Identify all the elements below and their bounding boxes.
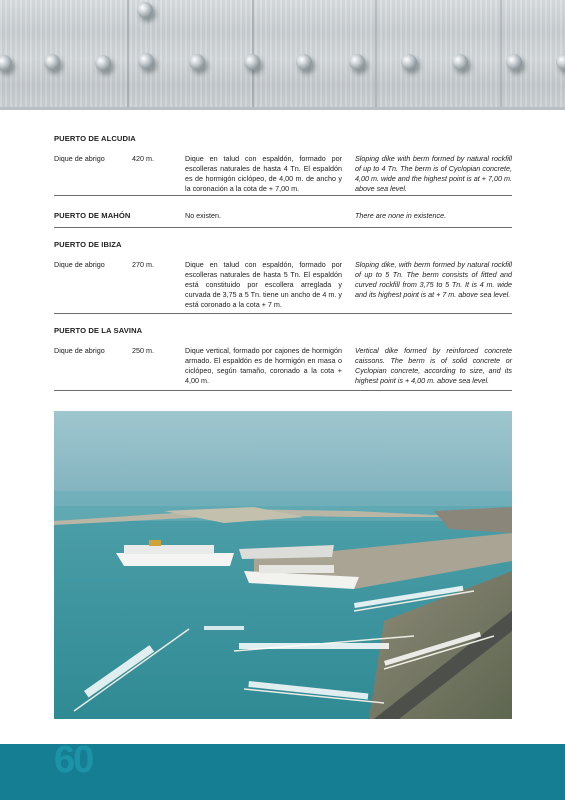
divider (54, 390, 512, 391)
rivet-icon (244, 54, 260, 70)
description-es: Dique en talud con espaldón, formado por escolleras naturales de hasta 4 Tn. El espaldón es de hormigón ciclópeo, de 4,00 m. de ancho y la coronación a la cota de + 7,00 m. (185, 154, 342, 193)
port-title-ibiza: PUERTO DE IBIZA (54, 240, 122, 249)
description-en: There are none in existence. (355, 211, 447, 220)
dike-type: Dique de abrigo (54, 154, 105, 163)
dike-length: 270 m. (132, 260, 154, 269)
page-number: 60 (54, 739, 93, 781)
divider (54, 195, 512, 196)
description-en: Sloping dike, with berm formed by natural rockfill of up to 5 Tn. The berm consists of fitted and curved rockfill from 3,75 to 5 Tn. It is 4 m. wide and its highest point is at + 7 m. above sea level. (355, 260, 512, 299)
divider (54, 313, 512, 314)
port-title-alcudia: PUERTO DE ALCUDIA (54, 134, 136, 143)
port-title-mahon: PUERTO DE MAHÓN (54, 211, 131, 220)
panel-seam (375, 0, 377, 107)
rivet-icon (349, 54, 365, 70)
rivet-icon (0, 55, 12, 71)
dike-type: Dique de abrigo (54, 346, 105, 355)
dike-length: 250 m. (132, 346, 154, 355)
description-en: Vertical dike formed by reinforced concrete caissons. The berm is of solid concrete or Cyclopian concrete, according to size, and its highest point is + 4,00 m. above sea level. (355, 346, 512, 385)
rivet-icon (401, 54, 417, 70)
rivet-icon (138, 53, 154, 69)
riveted-metal-header (0, 0, 565, 110)
panel-seam (500, 0, 502, 107)
rivet-icon (95, 55, 111, 71)
rivet-icon (452, 54, 468, 70)
dike-length: 420 m. (132, 154, 154, 163)
dike-type: Dique de abrigo (54, 260, 105, 269)
rivet-icon (189, 54, 205, 70)
rivet-icon (296, 54, 312, 70)
panel-seam (127, 0, 129, 107)
port-title-savina: PUERTO DE LA SAVINA (54, 326, 143, 335)
rivet-icon (137, 2, 153, 18)
description-es: Dique vertical, formado por cajones de hormigón armado. El espaldón es de hormigón en masa o ciclópeo, según tamaño, coronado a la cota + 4,00 m. (185, 346, 342, 385)
rivet-icon (556, 54, 565, 70)
rivet-icon (506, 54, 522, 70)
rivet-icon (44, 54, 60, 70)
description-es: Dique en talud con espaldón, formado por escolleras naturales de hasta 5 Tn. El espaldón está constituido por escollera arreglada y curvada de 3,75 a 5 Tn. tiene un ancho de 4 m. y está coronado a la cota + 7 m. (185, 260, 342, 309)
description-en: Sloping dike with berm formed by natural rockfill of up to 4 Tn. The berm is of Cyclopian concrete, 4,00 m. wide and the highest point is at + 7,00 m. above sea level. (355, 154, 512, 193)
divider (54, 227, 512, 228)
description-es: No existen. (185, 211, 221, 220)
aerial-harbor-photo (54, 411, 512, 719)
